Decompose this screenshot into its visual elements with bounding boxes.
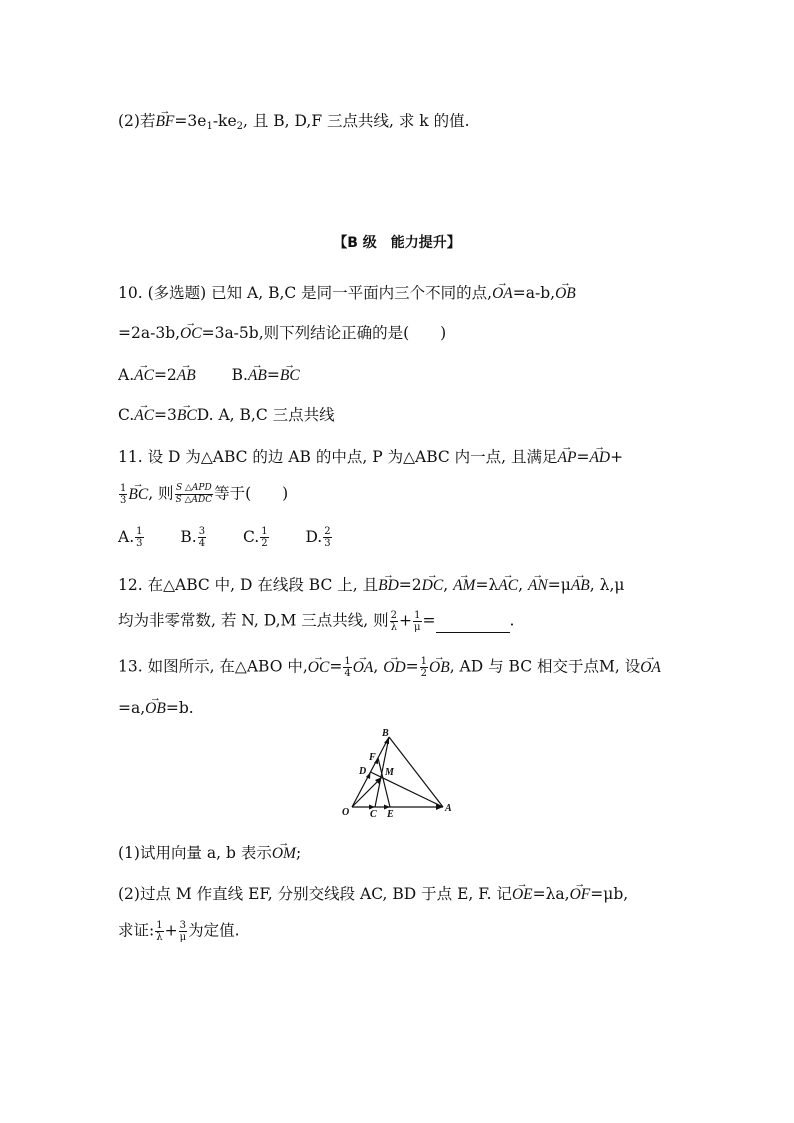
vector-oa: → OA [640, 658, 661, 678]
label-f: F [369, 752, 376, 763]
vector-oc: → OC [180, 324, 202, 344]
option-label: B. [180, 527, 197, 546]
q9-part2-line [118, 111, 470, 137]
vector-an: → AN [528, 576, 548, 596]
fraction-denominator: λ [156, 932, 163, 943]
q12-period: . [509, 611, 515, 630]
q9-eq-b: -ke [212, 112, 237, 130]
q10-option-b-label: B. [231, 366, 248, 384]
label-e: E [387, 809, 394, 820]
vector-od: → OD [383, 658, 405, 678]
option-label: A. [118, 527, 135, 546]
q11-option-a [118, 526, 145, 549]
fraction-denominator: 3 [324, 538, 331, 549]
q13-line1 [118, 656, 661, 679]
q13-part1-text: (1)试用向量 a, b 表示 [118, 844, 272, 862]
fraction-denominator: 4 [344, 668, 351, 679]
q13-comma: , [373, 657, 379, 676]
option-fraction [135, 526, 143, 549]
q9-sub2: 2 [236, 121, 243, 132]
vector-am: → AM [453, 576, 475, 596]
vector-bc: → BC [177, 406, 197, 426]
fraction-denominator: 2 [261, 538, 268, 549]
vector-oc: → OC [308, 658, 330, 678]
vector-oa: → OA [492, 284, 513, 304]
q11-options [118, 526, 333, 549]
q13-part1 [118, 843, 301, 864]
q11-then: , 则 [148, 484, 174, 503]
q12-end1: , λ,μ [589, 576, 625, 594]
q12-m3: =μ [547, 576, 571, 594]
q9-rest: , 且 B, D,F 三点共线, 求 k 的值. [243, 112, 470, 130]
vector-bf: → BF [155, 112, 174, 132]
fraction-denominator: 3 [136, 538, 143, 549]
q10-option-c-mid: =3 [154, 406, 177, 424]
fraction-numerator: 1 [136, 526, 143, 537]
q10-option-d: D. A, B,C 三点共线 [196, 406, 335, 424]
q13-eq: = [405, 657, 419, 676]
fraction-numerator: 2 [390, 610, 398, 621]
q12-eq: = [422, 611, 436, 630]
fraction-one-third [119, 483, 127, 506]
section-heading: 【B 级 能力提升】 [333, 235, 461, 251]
vector-ac: → AC [498, 576, 518, 596]
fraction-one-over-mu [413, 610, 422, 633]
option-fraction [260, 526, 268, 549]
arrow-head [366, 772, 371, 779]
fraction-denominator: 2 [420, 668, 428, 679]
fraction-numerator: 2 [324, 526, 331, 537]
vector-ob: → OB [555, 284, 576, 304]
q12-m1: =2 [398, 576, 422, 594]
q12-line2 [118, 610, 514, 633]
fraction-denominator: μ [414, 622, 421, 633]
q10-option-c-label: C. [118, 406, 135, 424]
vector-oa: → OA [353, 658, 374, 678]
fraction-numerator: 1 [156, 920, 163, 931]
q12-stem: 12. 在△ABC 中, D 在线段 BC 上, 且 [118, 576, 379, 594]
option-label: C. [242, 527, 260, 546]
q11-option-c [242, 526, 270, 549]
q13-part2-m1: =λa, [532, 885, 570, 903]
answer-blank[interactable] [436, 618, 510, 633]
fraction-numerator: 3 [198, 526, 206, 537]
option-fraction [323, 526, 331, 549]
option-label: D. [305, 527, 323, 546]
fraction-denominator: μ [179, 932, 187, 943]
vector-ap: → AP [558, 448, 577, 468]
vector-ab: → AB [177, 366, 196, 386]
q11-option-d [305, 526, 332, 549]
fraction-one-half [420, 656, 428, 679]
q13-part1-end: ; [295, 844, 302, 862]
vector-ab: → AB [571, 576, 590, 596]
q10-options-ab [118, 365, 300, 386]
q13-line2-end: =b. [165, 699, 194, 717]
q10-stem: 10. (多选题) 已知 A, B,C 是同一平面内三个不同的点, [118, 284, 493, 302]
vector-bc: → BC [128, 485, 148, 505]
q12-m2: =λ [475, 576, 499, 594]
q9-eq-a: =3e [174, 112, 207, 130]
q9-sub1: 1 [206, 121, 213, 132]
q10-option-b-mid: = [266, 366, 280, 384]
q9-prefix: (2)若 [118, 112, 156, 130]
vector-ab: → AB [248, 366, 267, 386]
fraction-numerator: 1 [261, 526, 268, 537]
fraction-one-over-lambda [155, 920, 163, 943]
q13-line2-start: =a, [118, 699, 146, 717]
q11-line1 [118, 447, 623, 468]
area-ratio-denominator: S △ADC [175, 495, 213, 505]
q10-options-cd [118, 405, 335, 426]
q10-option-a-label: A. [118, 366, 135, 384]
label-a: A [445, 803, 452, 814]
vector-ac: → AC [134, 406, 154, 426]
fraction-numerator: 3 [179, 920, 187, 931]
q13-part2-prove: 求证: [118, 921, 155, 940]
label-b: B [382, 728, 389, 739]
option-fraction [198, 526, 206, 549]
vector-of: → OF [570, 885, 591, 905]
vector-bc: → BC [280, 366, 300, 386]
q11-line2 [118, 483, 288, 506]
fraction-denominator: 3 [120, 495, 127, 506]
fraction-numerator: 1 [120, 483, 127, 494]
q12-plus: + [399, 611, 413, 630]
vector-ob: → OB [429, 658, 450, 678]
q11-option-b [180, 526, 207, 549]
q13-mid: , AD 与 BC 相交于点M, 设 [449, 657, 641, 676]
vector-ob: → OB [145, 699, 166, 719]
vector-ac: → AC [134, 366, 154, 386]
q11-eq: = [576, 448, 590, 466]
q10-line2 [118, 323, 446, 344]
q13-plus: + [164, 921, 178, 940]
q13-part2-m2: =μb, [590, 885, 629, 903]
q13-part2-end: 为定值. [188, 921, 240, 940]
area-ratio-fraction [175, 483, 214, 506]
q12-comma: , [518, 576, 524, 594]
q13-eq: = [329, 657, 343, 676]
label-d: D [359, 766, 367, 777]
fraction-numerator: 1 [420, 656, 428, 667]
vector-om: → OM [272, 844, 296, 864]
q12-line1 [118, 575, 624, 596]
triangle-figure [338, 722, 458, 822]
q13-part2-text: (2)过点 M 作直线 EF, 分别交线段 AC, BD 于点 E, F. 记 [118, 885, 512, 903]
label-c: C [370, 809, 377, 820]
fraction-numerator: 1 [344, 656, 351, 667]
vector-bd: → BD [378, 576, 399, 596]
fraction-numerator: 1 [414, 610, 421, 621]
q12-line2-text: 均为非零常数, 若 N, D,M 三点共线, 则 [118, 611, 389, 630]
q13-part2-line2 [118, 920, 240, 943]
q13-stem: 13. 如图所示, 在△ABO 中, [118, 657, 308, 676]
vector-oe: → OE [512, 885, 533, 905]
label-o: O [342, 807, 350, 818]
q11-stem: 11. 设 D 为△ABC 的边 AB 的中点, P 为△ABC 内一点, 且满足 [118, 448, 558, 466]
area-ratio-numerator: S △APD [175, 483, 212, 493]
vector-dc: → DC [422, 576, 444, 596]
q12-comma: , [443, 576, 449, 594]
fraction-three-over-mu [179, 920, 188, 943]
q10-option-a-mid: =2 [153, 366, 177, 384]
segment-ba [389, 737, 443, 807]
q11-tail: 等于( ) [214, 484, 289, 503]
q11-plus: + [610, 448, 624, 466]
vector-ad: → AD [589, 448, 610, 468]
q10-line2-rest: =3a-5b,则下列结论正确的是( ) [201, 324, 447, 342]
label-m: M [385, 767, 394, 778]
fraction-denominator: 4 [198, 538, 206, 549]
fraction-one-quarter [343, 656, 351, 679]
q13-part2-line1 [118, 884, 628, 905]
q10-line2-start: =2a-3b, [118, 324, 181, 342]
fraction-two-over-lambda [390, 610, 398, 633]
fraction-denominator: λ [390, 622, 398, 633]
q10-line1 [118, 283, 576, 304]
q10-mid1: =a-b, [512, 284, 556, 302]
q13-line2 [118, 698, 194, 719]
